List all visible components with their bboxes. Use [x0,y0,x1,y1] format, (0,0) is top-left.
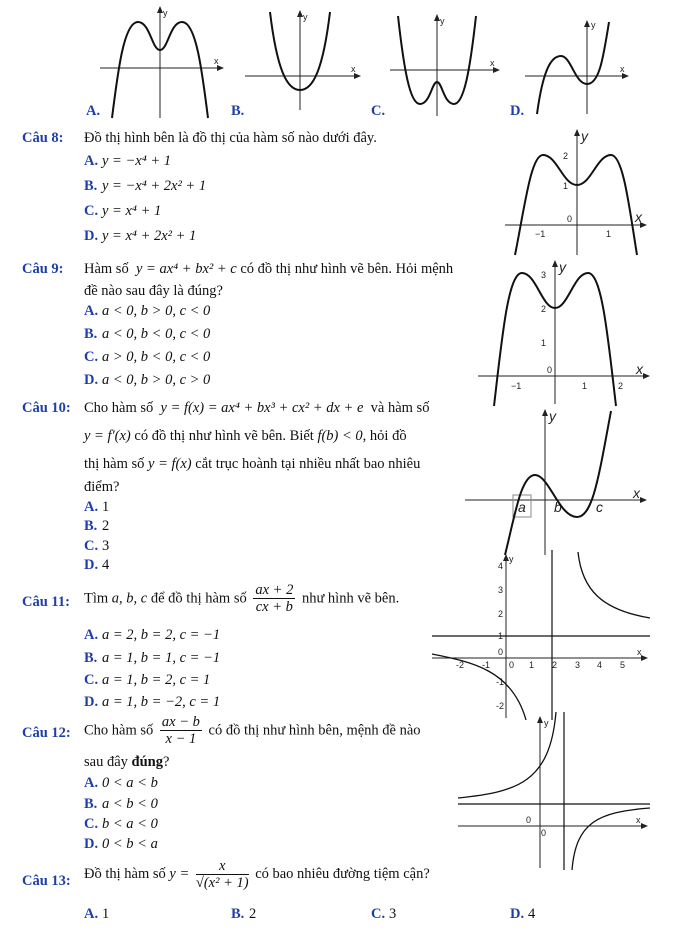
question-11-option-d[interactable]: D. a = 1, b = −2, c = 1 [84,694,221,710]
question-9-option-c[interactable]: C. a > 0, b < 0, c < 0 [84,349,211,365]
question-13-number: Câu 13: [22,873,71,889]
svg-text:x: x [633,485,640,501]
question-12-number: Câu 12: [22,725,71,741]
svg-text:y: y [591,20,596,30]
svg-text:2: 2 [541,304,547,314]
question-8-option-d[interactable]: D. y = x⁴ + 2x² + 1 [84,228,197,244]
question-8-number: Câu 8: [22,130,64,146]
question-9-number: Câu 9: [22,261,64,277]
svg-text:1: 1 [541,338,547,348]
svg-text:-1: -1 [496,677,505,687]
svg-text:b: b [554,499,562,515]
svg-text:-2: -2 [456,660,465,670]
svg-text:y: y [509,554,514,564]
svg-text:y: y [303,12,308,22]
question-13-option-d[interactable]: D. 4 [510,906,536,922]
question-10-option-b[interactable]: B. 2 [84,518,110,534]
top-graph-label-b: B. [231,103,245,119]
top-graph-label-a: A. [86,103,101,119]
svg-text:0: 0 [526,815,532,825]
question-8-option-b[interactable]: B. y = −x⁴ + 2x² + 1 [84,178,207,194]
svg-text:y: y [163,8,168,18]
svg-text:x: x [620,64,625,74]
svg-text:2: 2 [563,151,569,161]
question-13-option-c[interactable]: C. 3 [371,906,397,922]
question-9-option-b[interactable]: B. a < 0, b < 0, c < 0 [84,326,211,342]
svg-text:1: 1 [498,631,504,641]
question-10-option-c[interactable]: C. 3 [84,538,110,554]
question-11-option-c[interactable]: C. a = 1, b = 2, c = 1 [84,672,211,688]
svg-text:1: 1 [606,229,612,239]
question-12-graph [458,712,654,870]
top-graph-d [525,0,635,120]
question-9-text-line2: đề nào sau đây là đúng? [84,283,223,299]
question-12-option-c[interactable]: C. b < a < 0 [84,816,158,832]
svg-text:c: c [596,499,603,515]
svg-text:2: 2 [552,660,558,670]
svg-text:x: x [214,56,219,66]
question-12-text-line2: sau đây đúng? [84,754,170,770]
svg-text:3: 3 [541,270,547,280]
svg-text:1: 1 [529,660,535,670]
question-9-graph [478,258,656,406]
top-graph-label-c: C. [371,103,386,119]
svg-text:x: x [351,64,356,74]
question-12-option-d[interactable]: D. 0 < b < a [84,836,158,852]
svg-text:-1: -1 [482,660,491,670]
svg-text:x: x [637,647,642,657]
question-8-option-c[interactable]: C. y = x⁴ + 1 [84,203,162,219]
question-8-graph [505,125,655,260]
svg-text:x: x [490,58,495,68]
svg-text:1: 1 [563,181,569,191]
top-graph-b [245,0,365,120]
question-9-option-d[interactable]: D. a < 0, b > 0, c > 0 [84,372,211,388]
svg-text:y: y [549,408,556,424]
question-9-text: Hàm số y = ax⁴ + bx² + c có đồ thị như hình vẽ bên. Hỏi mệnh [84,261,454,277]
question-12-text: Cho hàm số $\frac{ax - b}{x - 1}$ có đồ thị như hình bên, mệnh đề nào [84,714,421,747]
question-12-option-b[interactable]: B. a < b < 0 [84,796,158,812]
svg-text:x: x [636,361,643,377]
question-10-graph [465,405,655,555]
svg-text:x: x [635,209,642,225]
svg-text:y: y [440,16,445,26]
question-13-option-a[interactable]: A. 1 [84,906,110,922]
question-10-option-d[interactable]: D. 4 [84,557,110,573]
question-13-text: Đồ thị hàm số y = $\frac{x}{\text{√(x² + 1)}}$ có bao nhiêu đường tiệm cận? [84,858,430,891]
svg-text:4: 4 [597,660,603,670]
question-11-graph [432,550,654,720]
question-13-option-b[interactable]: B. 2 [231,906,257,922]
top-graph-c [390,0,505,120]
question-10-line1: Cho hàm số y = f(x) = ax⁴ + bx³ + cx² + dx + e và hàm số [84,400,430,416]
svg-text:3: 3 [575,660,581,670]
question-10-line4: điểm? [84,479,120,495]
svg-text:x: x [636,815,641,825]
svg-text:0: 0 [509,660,515,670]
question-8-option-a[interactable]: A. y = −x⁴ + 1 [84,153,172,169]
question-11-text: Tìm a, b, c để đồ thị hàm số $\frac{ax + 2}{cx + b}$ như hình vẽ bên. [84,582,400,615]
question-10-option-a[interactable]: A. 1 [84,499,110,515]
question-11-option-a[interactable]: A. a = 2, b = 2, c = −1 [84,627,221,643]
svg-text:2: 2 [498,609,504,619]
svg-text:a: a [518,499,526,515]
svg-text:0: 0 [541,828,547,838]
svg-text:4: 4 [498,561,504,571]
svg-text:y: y [581,128,588,144]
question-11-number: Câu 11: [22,594,70,610]
svg-text:0: 0 [567,214,573,224]
svg-text:5: 5 [620,660,626,670]
svg-text:1: 1 [582,381,588,391]
svg-text:−1: −1 [535,229,546,239]
question-8-text: Đồ thị hình bên là đồ thị của hàm số nào dưới đây. [84,130,377,146]
top-graph-a [100,0,230,120]
top-graph-label-d: D. [510,103,525,119]
question-10-line2: y = f′(x) có đồ thị như hình vẽ bên. Biết f(b) < 0, hỏi đồ [84,428,407,444]
svg-text:-2: -2 [496,701,505,711]
svg-text:3: 3 [498,585,504,595]
question-10-number: Câu 10: [22,400,71,416]
svg-text:y: y [559,259,566,275]
question-10-line3: thị hàm số y = f(x) cắt trục hoành tại nhiều nhất bao nhiêu [84,456,421,472]
question-12-option-a[interactable]: A. 0 < a < b [84,775,158,791]
svg-text:−1: −1 [511,381,522,391]
svg-text:0: 0 [498,647,504,657]
question-11-option-b[interactable]: B. a = 1, b = 1, c = −1 [84,650,221,666]
svg-text:0: 0 [547,365,553,375]
question-9-option-a[interactable]: A. a < 0, b > 0, c < 0 [84,303,211,319]
svg-text:y: y [544,718,549,728]
svg-text:2: 2 [618,381,624,391]
